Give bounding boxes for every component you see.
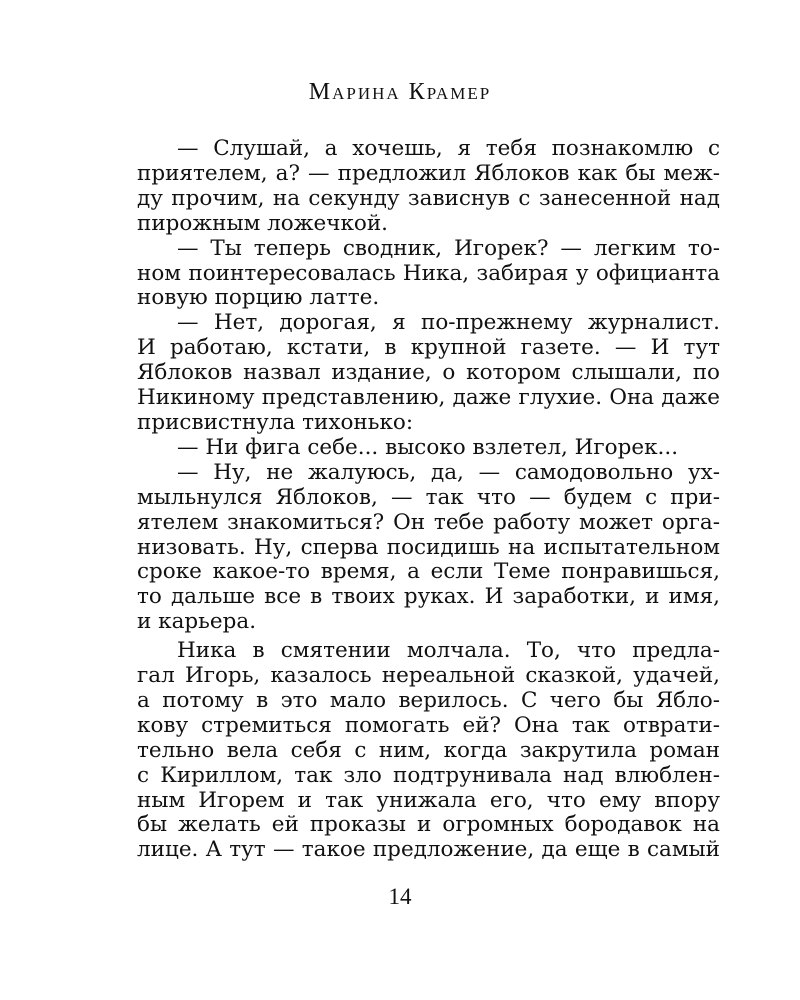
text-line: — Слушай, а хочешь, я тебя познакомлю с [177, 136, 720, 161]
running-head-author: Марина Крамер [308, 79, 492, 105]
text-line: И работаю, кстати, в крупной газете. — И тут [137, 335, 720, 361]
text-line: Никиному представлению, даже глухие. Она даже [137, 385, 720, 411]
text-line: гал Игорь, казалось нереальной сказкой, удачей, [137, 663, 720, 689]
text-line: новую порцию латте. [137, 285, 380, 311]
text-line: а потому в это мало верилось. С чего бы Ябло- [137, 687, 720, 713]
text-line: — Ну, не жалуюсь, да, — самодовольно ух- [177, 459, 720, 485]
page-number: 14 [388, 884, 412, 909]
text-line: низовать. Ну, сперва посидишь на испытательном [137, 534, 720, 560]
text-line: то дальше все в твоих руках. И заработки, и имя, [137, 584, 720, 610]
text-line: ятелем знакомиться? Он тебе работу может орга- [137, 509, 720, 535]
text-line: бы желать ей проказы и огромных бородавок на [137, 812, 720, 838]
text-line: тельно вела себя с ним, когда закрутила роман [137, 737, 720, 763]
text-line: мыльнулся Яблоков, — так что — будем с при- [137, 484, 720, 510]
text-line: приятелем, а? — предложил Яблоков как бы меж- [137, 160, 720, 186]
text-line: и карьера. [137, 609, 257, 635]
text-line: присвистнула тихонько: [137, 409, 414, 435]
text-line: кову стремиться помогать ей? Она так отврати- [137, 712, 720, 738]
text-line: ным Игорем и так унижала его, что ему впору [137, 787, 720, 813]
text-line: пирожным ложечкой. [137, 210, 389, 236]
text-line: сроке какое-то время, а если Теме понравишься, [137, 559, 720, 585]
text-line: — Нет, дорогая, я по-прежнему журналист. [177, 310, 720, 336]
text-line: ду прочим, на секунду зависнув с занесенной над [137, 185, 720, 211]
text-line: — Ты теперь сводник, Игорек? — легким то- [177, 235, 720, 261]
text-line: — Ни фига себе... высоко взлетел, Игорек... [177, 434, 679, 460]
text-line: лице. А тут — такое предложение, да еще в самый [137, 837, 720, 863]
text-line: Ника в смятении молчала. То, что предла- [177, 638, 720, 664]
text-line: Яблоков назвал издание, о котором слышали, по [137, 360, 720, 386]
text-line: ном поинтересовалась Ника, забирая у официанта [137, 260, 720, 286]
text-line: с Кириллом, так зло подтрунивала над влюблен- [137, 762, 720, 788]
body-text [137, 137, 720, 863]
